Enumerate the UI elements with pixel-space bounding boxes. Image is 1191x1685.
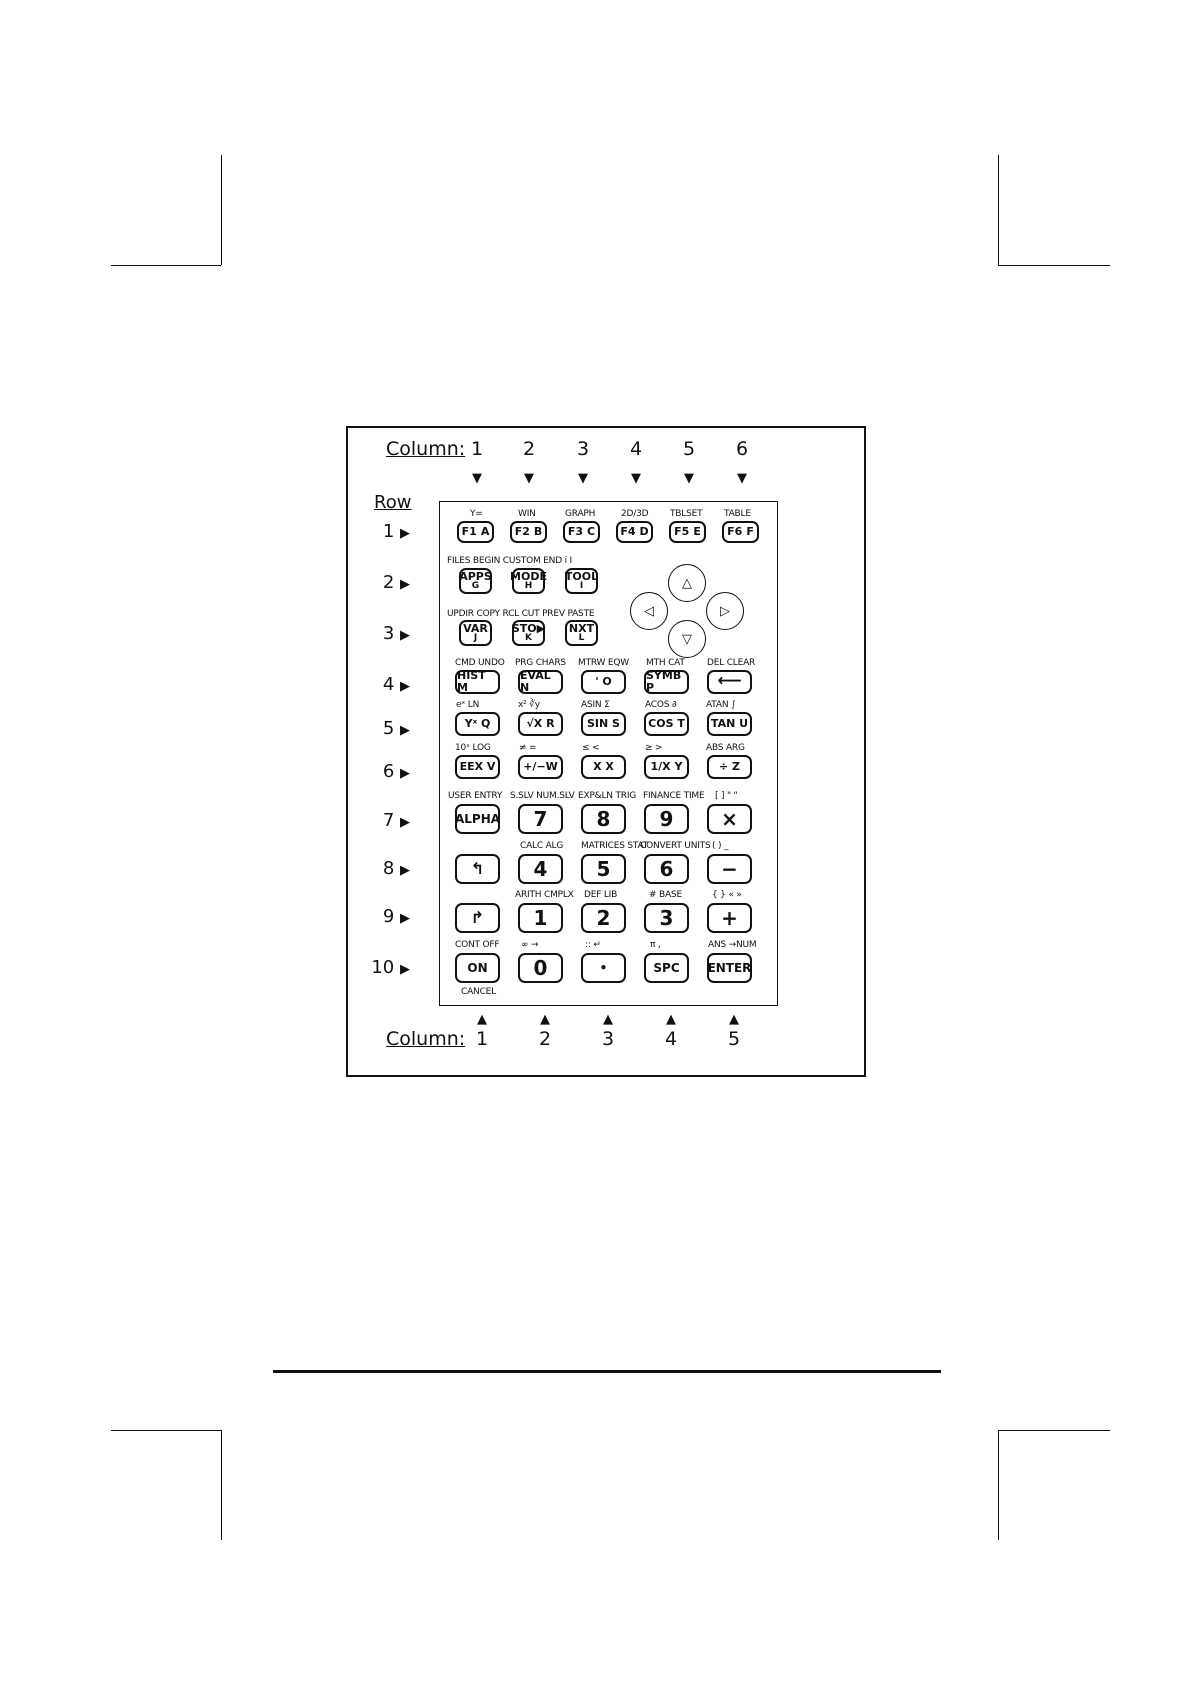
left-shift-key[interactable] <box>455 854 500 884</box>
row-num-4: 4 ▶ <box>382 674 410 695</box>
arrow-down-key[interactable] <box>668 620 706 658</box>
on-key[interactable]: ON <box>455 953 500 983</box>
label-y-equals: Y= <box>470 509 483 519</box>
label-del-clear: DEL CLEAR <box>707 658 756 668</box>
backspace-icon: ⟵ <box>717 671 742 692</box>
col-arrow-top-1: ▼ <box>472 471 482 486</box>
six-key[interactable]: 6 <box>644 854 689 884</box>
one-key[interactable]: 1 <box>518 903 563 933</box>
label-graph: GRAPH <box>565 509 596 519</box>
mode-key[interactable]: MODE H <box>512 568 545 594</box>
f6-key[interactable]: F6 F <box>722 521 759 543</box>
col-num-bottom-4: 4 <box>664 1028 678 1050</box>
left-shift-icon: ↰ <box>470 858 485 878</box>
label-x2-root: x² ∛y <box>518 700 540 710</box>
col-arrow-top-2: ▼ <box>524 471 534 486</box>
label-row3-shift: UPDIR COPY RCL CUT PREV PASTE <box>447 609 595 619</box>
column-header-bottom: Column: <box>386 1028 466 1050</box>
tan-key[interactable]: TAN U <box>707 712 752 736</box>
label-neq-eq: ≠ = <box>519 743 537 753</box>
crop-mark-bottom-left-h <box>111 1430 221 1431</box>
crop-mark-top-right-h <box>998 265 1110 266</box>
label-infinity-arrow: ∞ → <box>521 940 539 950</box>
f3-key[interactable]: F3 C <box>563 521 600 543</box>
label-colons-return: :: ↵ <box>585 940 601 950</box>
eex-key[interactable]: EEX V <box>455 755 500 779</box>
multiply-key[interactable]: × <box>707 804 752 834</box>
nxt-key[interactable]: NXT L <box>565 620 598 646</box>
col-num-top-2: 2 <box>522 438 536 460</box>
divide-key[interactable]: ÷ Z <box>707 755 752 779</box>
label-le-lt: ≤ < <box>582 743 600 753</box>
col-arrow-bottom-3: ▲ <box>603 1012 613 1027</box>
f5-key[interactable]: F5 E <box>669 521 706 543</box>
col-arrow-bottom-2: ▲ <box>540 1012 550 1027</box>
col-arrow-bottom-4: ▲ <box>666 1012 676 1027</box>
arrow-left-key[interactable] <box>630 592 668 630</box>
label-calc-alg: CALC ALG <box>520 841 564 851</box>
minus-key[interactable]: − <box>707 854 752 884</box>
apps-key[interactable]: APPS G <box>459 568 492 594</box>
eval-key[interactable]: EVAL N <box>518 670 563 694</box>
two-key[interactable]: 2 <box>581 903 626 933</box>
label-expln-trig: EXP&LN TRIG <box>578 791 637 801</box>
label-hash-base: # BASE <box>649 890 682 900</box>
sto-key[interactable]: STO▶ K <box>512 620 545 646</box>
col-arrow-top-3: ▼ <box>578 471 588 486</box>
row-num-3: 3 ▶ <box>382 623 410 644</box>
row-num-1: 1 ▶ <box>382 521 410 542</box>
f2-key[interactable]: F2 B <box>510 521 547 543</box>
seven-key[interactable]: 7 <box>518 804 563 834</box>
label-2d3d: 2D/3D <box>621 509 649 519</box>
row-num-10: 10 ▶ <box>371 957 410 978</box>
row-num-8: 8 ▶ <box>382 858 410 879</box>
col-num-bottom-5: 5 <box>727 1028 741 1050</box>
column-header-top: Column: <box>386 438 466 460</box>
col-num-top-5: 5 <box>682 438 696 460</box>
label-matrices-stat: MATRICES STAT <box>581 841 649 851</box>
backspace-key[interactable] <box>707 670 752 694</box>
enter-key[interactable]: ENTER <box>707 953 752 983</box>
change-sign-key[interactable]: +/−W <box>518 755 563 779</box>
zero-key[interactable]: 0 <box>518 953 563 983</box>
col-arrow-top-4: ▼ <box>631 471 641 486</box>
label-def-lib: DEF LIB <box>584 890 618 900</box>
label-cont-off: CONT OFF <box>455 940 500 950</box>
label-win: WIN <box>518 509 536 519</box>
col-arrow-bottom-1: ▲ <box>477 1012 487 1027</box>
label-ge-gt: ≥ > <box>645 743 663 753</box>
symb-key[interactable]: SYMB P <box>644 670 689 694</box>
tick-key[interactable]: ' O <box>581 670 626 694</box>
label-mth-cat: MTH CAT <box>646 658 685 668</box>
row-header: Row <box>374 492 412 513</box>
five-key[interactable]: 5 <box>581 854 626 884</box>
space-key[interactable]: SPC <box>644 953 689 983</box>
row-num-9: 9 ▶ <box>382 906 410 927</box>
label-atan-integral: ATAN ∫ <box>706 700 736 710</box>
label-abs-arg: ABS ARG <box>706 743 745 753</box>
col-arrow-top-5: ▼ <box>684 471 694 486</box>
var-key[interactable]: VAR J <box>459 620 492 646</box>
cos-key[interactable]: COS T <box>644 712 689 736</box>
x-key[interactable]: X X <box>581 755 626 779</box>
crop-mark-top-left-h <box>111 265 221 266</box>
crop-mark-bottom-right-v <box>998 1430 999 1540</box>
label-cancel: CANCEL <box>461 987 496 997</box>
col-num-top-6: 6 <box>735 438 749 460</box>
col-arrow-bottom-5: ▲ <box>729 1012 739 1027</box>
col-num-bottom-1: 1 <box>475 1028 489 1050</box>
label-cmd-undo: CMD UNDO <box>455 658 505 668</box>
label-pi-comma: π , <box>650 940 661 950</box>
eight-key[interactable]: 8 <box>581 804 626 834</box>
col-num-bottom-3: 3 <box>601 1028 615 1050</box>
arrow-up-icon: △ <box>682 575 692 591</box>
label-arith-cmplx: ARITH CMPLX <box>515 890 574 900</box>
arrow-up-key[interactable] <box>668 564 706 602</box>
row-num-2: 2 ▶ <box>382 572 410 593</box>
f1-key[interactable]: F1 A <box>457 521 494 543</box>
arrow-down-icon: ▽ <box>682 631 692 647</box>
hist-key[interactable]: HIST M <box>455 670 500 694</box>
right-shift-icon: ↱ <box>470 907 485 927</box>
col-num-top-4: 4 <box>629 438 643 460</box>
label-acos-partial: ACOS ∂ <box>645 700 677 710</box>
decimal-point-key[interactable]: • <box>581 953 626 983</box>
nine-key[interactable]: 9 <box>644 804 689 834</box>
label-tblset: TBLSET <box>670 509 703 519</box>
col-num-top-3: 3 <box>576 438 590 460</box>
sqrt-key[interactable]: √X R <box>518 712 563 736</box>
crop-mark-top-left-v <box>221 155 222 265</box>
crop-mark-bottom-right-h <box>998 1430 1110 1431</box>
tool-key[interactable]: TOOL I <box>565 568 598 594</box>
alpha-key[interactable]: ALPHA <box>455 804 500 834</box>
col-num-top-1: 1 <box>470 438 484 460</box>
row-num-6: 6 ▶ <box>382 761 410 782</box>
three-key[interactable]: 3 <box>644 903 689 933</box>
label-braces-program: { } « » <box>712 890 742 900</box>
label-asin-sigma: ASIN Σ <box>581 700 610 710</box>
label-prg-chars: PRG CHARS <box>515 658 566 668</box>
label-convert-units: CONVERT UNITS <box>640 841 711 851</box>
label-row2-shift: FILES BEGIN CUSTOM END i I <box>447 556 573 566</box>
arrow-right-key[interactable] <box>706 592 744 630</box>
footer-rule <box>273 1370 941 1373</box>
label-ans-num: ANS →NUM <box>708 940 757 950</box>
sin-key[interactable]: SIN S <box>581 712 626 736</box>
crop-mark-bottom-left-v <box>221 1430 222 1540</box>
f4-key[interactable]: F4 D <box>616 521 653 543</box>
crop-mark-top-right-v <box>998 155 999 265</box>
label-mtrw-eqw: MTRW EQW <box>578 658 629 668</box>
label-user-entry: USER ENTRY <box>448 791 503 801</box>
row-num-5: 5 ▶ <box>382 718 410 739</box>
power-key[interactable]: Yˣ Q <box>455 712 500 736</box>
label-10x-log: 10ˣ LOG <box>455 743 491 753</box>
label-brackets-quotes: [ ] " " <box>715 791 738 801</box>
label-ex-ln: eˣ LN <box>456 700 480 710</box>
label-table: TABLE <box>724 509 751 519</box>
arrow-left-icon: ◁ <box>644 603 654 619</box>
right-shift-key[interactable] <box>455 903 500 933</box>
label-parens-underscore: ( ) _ <box>712 841 729 851</box>
label-finance-time: FINANCE TIME <box>643 791 705 801</box>
plus-key[interactable]: + <box>707 903 752 933</box>
four-key[interactable]: 4 <box>518 854 563 884</box>
row-num-7: 7 ▶ <box>382 810 410 831</box>
inverse-key[interactable]: 1/X Y <box>644 755 689 779</box>
label-sslv-numslv: S.SLV NUM.SLV <box>510 791 575 801</box>
arrow-right-icon: ▷ <box>720 603 730 619</box>
col-arrow-top-6: ▼ <box>737 471 747 486</box>
col-num-bottom-2: 2 <box>538 1028 552 1050</box>
